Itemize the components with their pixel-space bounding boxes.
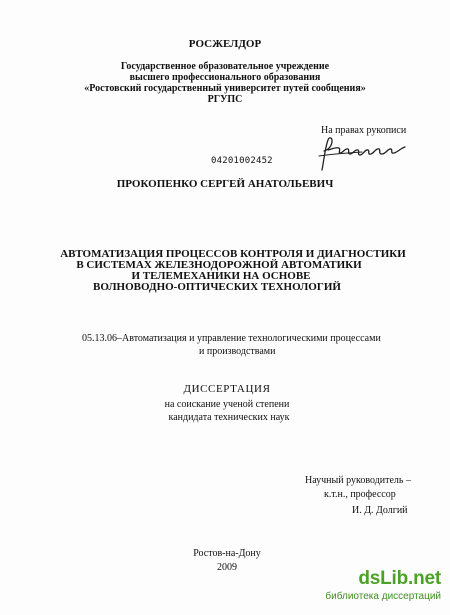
supervisor-name: И. Д. Долгий — [352, 505, 408, 516]
degree-purpose: на соискание ученой степени — [164, 399, 290, 410]
specialty-line: 05.13.06–Автоматизация и управление технологическими процессами — [82, 333, 381, 344]
title-line: В СИСТЕМАХ ЖЕЛЕЗНОДОРОЖНОЙ АВТОМАТИКИ — [76, 259, 362, 271]
degree-name: кандидата технических наук — [168, 412, 290, 423]
author-name: ПРОКОПЕНКО СЕРГЕЙ АНАТОЛЬЕВИЧ — [116, 178, 334, 190]
year: 2009 — [217, 562, 237, 573]
supervisor-degree: к.т.н., профессор — [324, 489, 396, 500]
supervisor-label: Научный руководитель – — [305, 475, 411, 486]
institution-abbreviation: РГУПС — [207, 94, 243, 105]
title-line: ВОЛНОВОДНО-ОПТИЧЕСКИХ ТЕХНОЛОГИЙ — [93, 281, 341, 293]
institution-line: Государственное образовательное учреждение — [120, 61, 330, 72]
title-line: АВТОМАТИЗАЦИЯ ПРОЦЕССОВ КОНТРОЛЯ И ДИАГНОСТИКИ — [60, 248, 406, 260]
organization-name: РОСЖЕЛДОР — [188, 38, 262, 50]
document-type: ДИССЕРТАЦИЯ — [183, 383, 271, 395]
title-line: И ТЕЛЕМЕХАНИКИ НА ОСНОВЕ — [131, 270, 311, 282]
catalog-number: 04201002452 — [211, 156, 273, 166]
rights-note: На правах рукописи — [321, 125, 407, 136]
site-watermark[interactable] — [291, 568, 441, 603]
institution-line: высшего профессионального образования — [129, 72, 321, 83]
institution-line: «Ростовский государственный университет путей сообщения» — [84, 83, 366, 94]
watermark-tagline: библиотека диссертаций — [325, 591, 441, 602]
city: Ростов-на-Дону — [193, 548, 261, 559]
handwritten-signature — [316, 134, 408, 172]
specialty-line: и производствами — [199, 346, 276, 357]
watermark-logo[interactable]: dsLib.net — [358, 568, 441, 589]
